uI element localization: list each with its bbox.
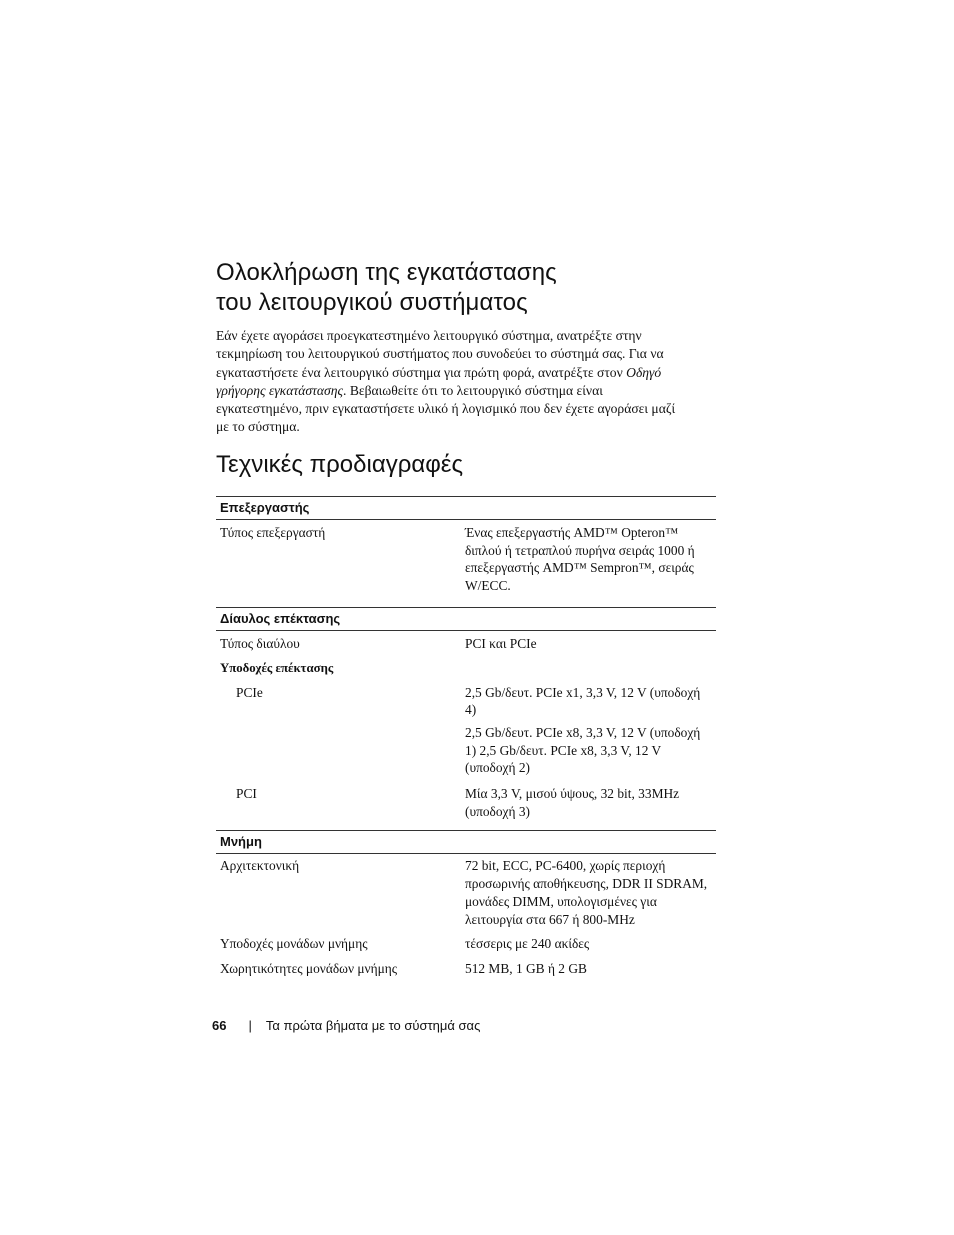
spec-value: 512 MB, 1 GB ή 2 GB — [465, 960, 587, 976]
quick-install-guide-reference: Οδηγό γρήγορης εγκατάστασης — [216, 364, 662, 398]
page-number: 66 — [212, 1018, 227, 1033]
os-installation-paragraph — [216, 327, 686, 437]
memory-heading: Μνήμη — [216, 830, 716, 854]
paragraph-text-2: . Βεβαιωθείτε ότι το λειτουργικό σύστημα είναι εγκατεστημένο, πριν εγκαταστήσετε υλικό ή λογισμικό που δεν έχετε αγοράσει μαζί με το σύστημα. — [216, 382, 676, 435]
footer-separator: | — [248, 1018, 252, 1033]
spec-value: 72 bit, ECC, PC-6400, χωρίς περιοχή προσωρινής αποθήκευσης, DDR II SDRAM, μονάδες DIMM, υπολογισμένες για λειτουργία στα 667 ή 800-MHz — [465, 858, 708, 927]
spec-value: 2,5 Gb/δευτ. PCIe x8, 3,3 V, 12 V (υποδοχή 1) 2,5 Gb/δευτ. PCIe x8, 3,3 V, 12 V (υποδοχή 2) — [465, 724, 701, 776]
chapter-title: Τα πρώτα βήματα με το σύστημά σας — [265, 1018, 481, 1033]
spec-label: Τύπος διαύλου — [220, 635, 300, 651]
spec-label: Τύπος επεξεργαστή — [220, 525, 326, 540]
expansion-slots-subheading: Υποδοχές επέκτασης — [220, 660, 334, 675]
spec-value: Ένας επεξεργαστής AMD™ Opteron™ διπλού ή τετραπλού πυρήνα σειράς 1000 ή επεξεργαστής AMD™ Sempron™, σειράς W/ECC. — [465, 525, 695, 594]
processor-heading: Επεξεργαστής — [216, 496, 716, 520]
expansion-bus-heading: Δίαυλος επέκτασης — [216, 607, 716, 631]
spec-value: Μία 3,3 V, μισού ύψους, 32 bit, 33MHz (υποδοχή 3) — [465, 786, 680, 819]
spec-value: τέσσερις με 240 ακίδες — [465, 936, 590, 952]
spec-value: 2,5 Gb/δευτ. PCIe x1, 3,3 V, 12 V (υποδοχή 4) — [465, 684, 701, 718]
spec-row-architecture — [216, 857, 716, 928]
os-installation-title — [216, 258, 686, 318]
spec-table — [216, 496, 716, 978]
spec-label: Χωρητικότητες μονάδων μνήμης — [220, 960, 398, 976]
spec-row-processor-type — [216, 524, 716, 595]
spec-row-pcie-2 — [216, 724, 716, 777]
spec-label: PCI — [236, 786, 257, 802]
spec-row-memory-slots — [216, 935, 716, 953]
os-installation-section — [216, 258, 686, 437]
spec-value: PCI και PCIe — [465, 635, 537, 651]
title-line-1: Ολοκλήρωση της εγκατάστασης — [216, 259, 557, 286]
technical-specs-title: Τεχνικές προδιαγραφές — [216, 451, 464, 478]
spec-row-pcie — [216, 684, 716, 719]
spec-row-pci — [216, 785, 716, 820]
spec-row-memory-capacity — [216, 960, 716, 978]
page-footer — [212, 1018, 480, 1033]
spec-label: Υποδοχές μονάδων μνήμης — [220, 936, 368, 952]
spec-label: PCIe — [236, 684, 263, 700]
paragraph-text-1: Εάν έχετε αγοράσει προεγκατεστημένο λειτουργικό σύστημα, ανατρέξτε στην τεκμηρίωση του λειτουργικού συστήματος που συνοδεύει το σύστημά σας. Για να εγκαταστήσετε ένα λειτουργικό σύστημα για πρώτη φορά, ανατρέξτε στον — [216, 328, 664, 380]
spec-row-bus-type — [216, 635, 716, 653]
spec-label: Αρχιτεκτονική — [220, 858, 300, 874]
title-line-2: του λειτουργικού συστήματος — [216, 289, 528, 316]
